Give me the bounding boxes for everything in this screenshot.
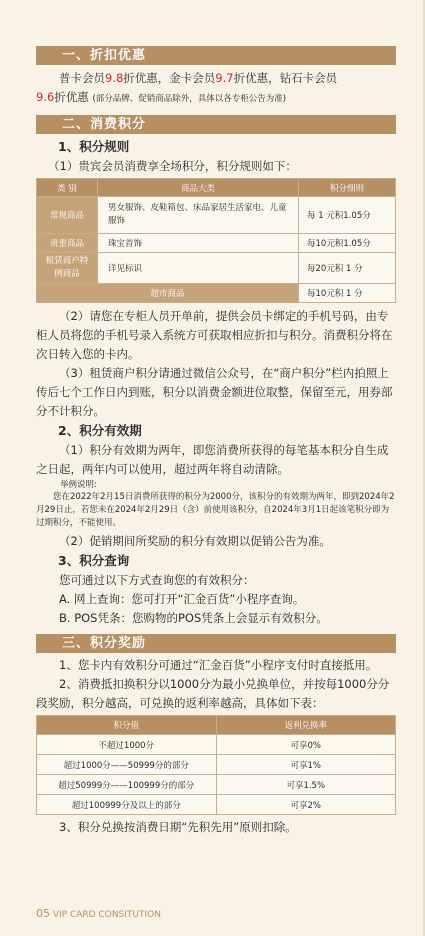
- table-cell: 可享1%: [216, 755, 396, 775]
- rewards-text-1: 1、您卡内有效积分可通过“汇金百货”小程序支付时直接抵用。: [59, 658, 378, 672]
- table-cell: 可享2%: [216, 795, 396, 815]
- diamond-card-rate: 9.6: [36, 90, 55, 104]
- table-header: 返利兑换率: [216, 716, 396, 735]
- table-cell: 超市商品: [37, 284, 299, 303]
- table-cell: 贵重商品: [37, 234, 98, 253]
- points-validity-heading: 2、积分有效期: [58, 423, 142, 438]
- points-query-intro: 您可通过以下方式查询您的有效积分：: [59, 573, 255, 587]
- table-cell: 每10元积 1 分: [299, 284, 396, 303]
- table-cell: 超过100999分及以上的部分: [37, 795, 217, 815]
- regular-card-rate: 9.8: [105, 71, 124, 85]
- table-cell: 每 1 元积1.05分: [299, 197, 396, 234]
- promo-validity-text: （2）促销期间所奖励的积分有效期以促销公告为准。: [59, 534, 331, 548]
- table-cell: 珠宝首饰: [98, 234, 299, 253]
- footer-text: VIP CARD CONSITUTION: [52, 910, 161, 920]
- table-row: [37, 284, 396, 303]
- points-rule-2: （2）请您在专柜人员开单前，提供会员卡绑定的手机号码，由专柜人员将您的手机号录入系统方可获取相应折扣与积分。消费积分将在次日转入您的卡内。: [36, 309, 393, 361]
- discount-text: [36, 69, 396, 88]
- example-title: 举例说明:: [60, 480, 97, 490]
- table-row: [37, 253, 396, 284]
- page-footer: [36, 907, 161, 920]
- section-discount-heading: 一、折扣优惠: [36, 46, 396, 65]
- table-row: [37, 755, 396, 775]
- table-row: [37, 197, 396, 234]
- table-header-row: [37, 716, 396, 735]
- table-cell: 超过50999分——100999分的部分: [37, 775, 217, 795]
- discount-text-line2: [36, 88, 396, 109]
- table-row: [37, 775, 396, 795]
- table-header: 积分值: [37, 716, 217, 735]
- table-cell: 详见标识: [98, 253, 299, 284]
- table-cell: 每10元积1.05分: [299, 234, 396, 253]
- rewards-text-2: 2、消费抵扣换积分以1000分为最小兑换单位，并按每1000分分段奖励，积分越高，可兑换的返利率越高，具体如下表：: [36, 677, 390, 710]
- section-points-heading: 二、消费积分: [36, 115, 396, 134]
- points-rules-intro: （1）贵宾会员消费享全场积分，积分规则如下：: [48, 159, 297, 173]
- table-cell: 可享1.5%: [216, 775, 396, 795]
- points-rules-heading: 1、积分规则: [58, 139, 130, 154]
- table-row: [37, 735, 396, 755]
- points-query-heading: 3、积分查询: [58, 553, 130, 568]
- page-number: 05: [36, 907, 50, 920]
- example-body: 您在2022年2月15日消费所获得的积分为2000分，该积分的有效期为两年，即到2024年2月29日止，若您未在2024年2月29日（含）前使用该积分，自2024年3月1日起该笔积分即为过期积分，不能使用。: [36, 492, 395, 528]
- table-row: [37, 795, 396, 815]
- document-body: [36, 46, 396, 837]
- table-cell: 可享0%: [216, 735, 396, 755]
- section-rewards-heading: 三、积分奖励: [36, 634, 396, 653]
- rewards-text-3: 3、积分兑换按消费日期“先积先用”原则扣除。: [59, 820, 297, 834]
- points-rules-table: [36, 178, 396, 303]
- points-validity-text: （1）积分有效期为两年，即您消费所获得的每笔基本积分自生成之日起，两年内可以使用，超过两年将自动清除。: [36, 443, 389, 476]
- points-query-pos: B. POS凭条：您购物的POS凭条上会显示有效积分。: [59, 611, 328, 625]
- discount-text-part: 折优惠，钻石卡会员: [233, 71, 338, 85]
- discount-text-part: 普卡会员: [59, 71, 105, 85]
- points-query-online: A. 网上查询：您可打开“汇金百货”小程序查询。: [59, 592, 305, 606]
- discount-text-part: 折优惠: [54, 90, 89, 104]
- table-cell: 租赁商户特例商品: [37, 253, 98, 284]
- discount-text-part: 折优惠，金卡会员: [123, 71, 216, 85]
- rebate-table: [36, 715, 396, 815]
- table-cell: 超过1000分——50999分的部分: [37, 755, 217, 775]
- table-cell: 不超过1000分: [37, 735, 217, 755]
- discount-note: (部分品牌、促销商品除外，具体以各专柜公告为准): [92, 94, 287, 104]
- table-header-row: [37, 179, 396, 197]
- points-rule-3: （3）租赁商户积分请通过微信公众号，在“商户积分”栏内拍照上传后七个工作日内到账，积分以消费金额进位取整，保留至元，用券部分不计积分。: [36, 366, 393, 418]
- table-cell: 常规商品: [37, 197, 98, 234]
- table-cell: 男女服饰、皮鞋箱包、床品家居生活家电、儿童服饰: [98, 197, 299, 234]
- table-header: 积分细则: [299, 179, 396, 197]
- table-cell: 每20元积 1 分: [299, 253, 396, 284]
- table-row: [37, 234, 396, 253]
- table-header: 类 别: [37, 179, 98, 197]
- table-header: 商品大类: [98, 179, 299, 197]
- gold-card-rate: 9.7: [215, 71, 234, 85]
